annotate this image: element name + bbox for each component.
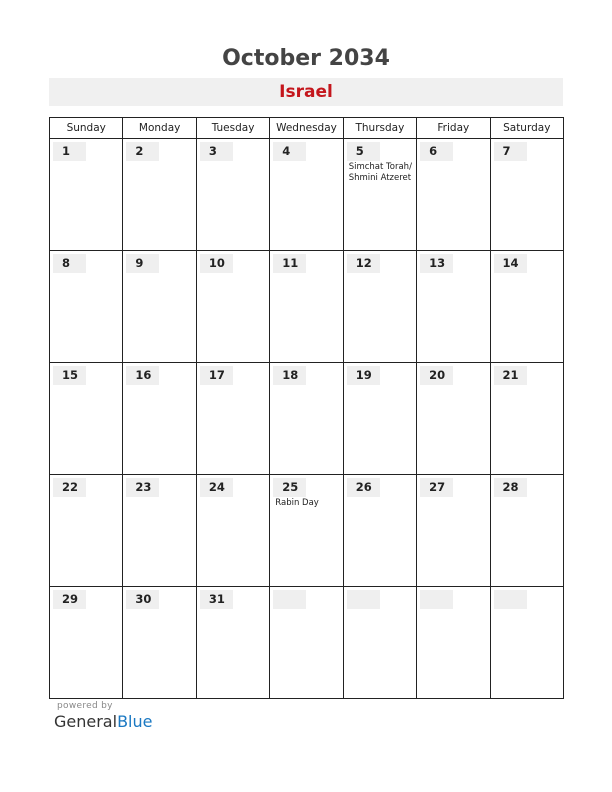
day-number: 19 xyxy=(347,366,380,385)
day-number: 21 xyxy=(494,366,527,385)
day-number: 10 xyxy=(200,254,233,273)
day-cell xyxy=(123,475,196,587)
day-cell xyxy=(343,363,416,475)
day-cell xyxy=(270,251,343,363)
day-number-empty xyxy=(420,590,453,609)
day-number: 1 xyxy=(53,142,86,161)
day-cell xyxy=(343,139,416,251)
week-row xyxy=(50,587,564,699)
day-number: 22 xyxy=(53,478,86,497)
day-cell xyxy=(50,587,123,699)
day-cell xyxy=(196,587,269,699)
holiday-label: Simchat Torah/ Shmini Atzeret xyxy=(348,162,412,183)
day-number: 23 xyxy=(126,478,159,497)
day-number-empty xyxy=(273,590,306,609)
country-banner xyxy=(49,78,563,106)
day-number: 4 xyxy=(273,142,306,161)
day-number: 15 xyxy=(53,366,86,385)
day-cell xyxy=(270,363,343,475)
brand-name-part1: General xyxy=(54,712,118,731)
day-number: 30 xyxy=(126,590,159,609)
day-number-empty xyxy=(494,590,527,609)
powered-by-label: powered by xyxy=(57,701,113,711)
brand-logo[interactable] xyxy=(54,712,152,731)
day-cell xyxy=(123,251,196,363)
day-number-empty xyxy=(347,590,380,609)
day-number: 12 xyxy=(347,254,380,273)
day-number: 13 xyxy=(420,254,453,273)
day-cell xyxy=(123,587,196,699)
day-number: 31 xyxy=(200,590,233,609)
day-number: 25 xyxy=(273,478,306,497)
day-number: 26 xyxy=(347,478,380,497)
day-number: 28 xyxy=(494,478,527,497)
week-row xyxy=(50,363,564,475)
country-name: Israel xyxy=(279,82,333,102)
day-number: 20 xyxy=(420,366,453,385)
day-cell xyxy=(196,475,269,587)
day-cell-empty xyxy=(490,587,563,699)
day-cell xyxy=(343,475,416,587)
day-number: 9 xyxy=(126,254,159,273)
day-cell xyxy=(343,251,416,363)
day-number: 16 xyxy=(126,366,159,385)
holiday-label: Rabin Day xyxy=(275,498,319,508)
day-number: 3 xyxy=(200,142,233,161)
page-title: October 2034 xyxy=(222,46,390,71)
day-number: 29 xyxy=(53,590,86,609)
day-number: 18 xyxy=(273,366,306,385)
day-cell xyxy=(123,139,196,251)
day-cell xyxy=(123,363,196,475)
day-cell xyxy=(490,139,563,251)
calendar-grid xyxy=(49,117,564,699)
brand-name-part2: Blue xyxy=(117,712,153,731)
day-number: 14 xyxy=(494,254,527,273)
day-cell xyxy=(417,363,490,475)
week-row xyxy=(50,251,564,363)
day-cell xyxy=(50,363,123,475)
day-number: 17 xyxy=(200,366,233,385)
day-cell xyxy=(490,251,563,363)
weekday-thursday: Thursday xyxy=(343,118,416,139)
day-number: 11 xyxy=(273,254,306,273)
day-cell xyxy=(196,139,269,251)
day-cell xyxy=(196,363,269,475)
day-cell xyxy=(490,475,563,587)
day-cell-empty xyxy=(270,587,343,699)
weekday-sunday: Sunday xyxy=(50,118,123,139)
day-number: 2 xyxy=(126,142,159,161)
weekday-wednesday: Wednesday xyxy=(270,118,343,139)
week-row xyxy=(50,475,564,587)
day-cell-empty xyxy=(417,587,490,699)
weekday-friday: Friday xyxy=(417,118,490,139)
day-number: 27 xyxy=(420,478,453,497)
day-cell xyxy=(417,139,490,251)
weekday-tuesday: Tuesday xyxy=(196,118,269,139)
day-cell xyxy=(417,251,490,363)
day-cell xyxy=(270,475,343,587)
day-cell xyxy=(270,139,343,251)
day-cell xyxy=(417,475,490,587)
day-number: 7 xyxy=(494,142,527,161)
week-row xyxy=(50,139,564,251)
day-cell xyxy=(196,251,269,363)
day-number: 8 xyxy=(53,254,86,273)
day-number: 5 xyxy=(347,142,380,161)
day-cell xyxy=(50,475,123,587)
weekday-monday: Monday xyxy=(123,118,196,139)
day-cell xyxy=(490,363,563,475)
day-cell xyxy=(50,139,123,251)
day-number: 24 xyxy=(200,478,233,497)
weekday-header-row xyxy=(50,118,564,139)
day-cell-empty xyxy=(343,587,416,699)
day-number: 6 xyxy=(420,142,453,161)
day-cell xyxy=(50,251,123,363)
weekday-saturday: Saturday xyxy=(490,118,563,139)
